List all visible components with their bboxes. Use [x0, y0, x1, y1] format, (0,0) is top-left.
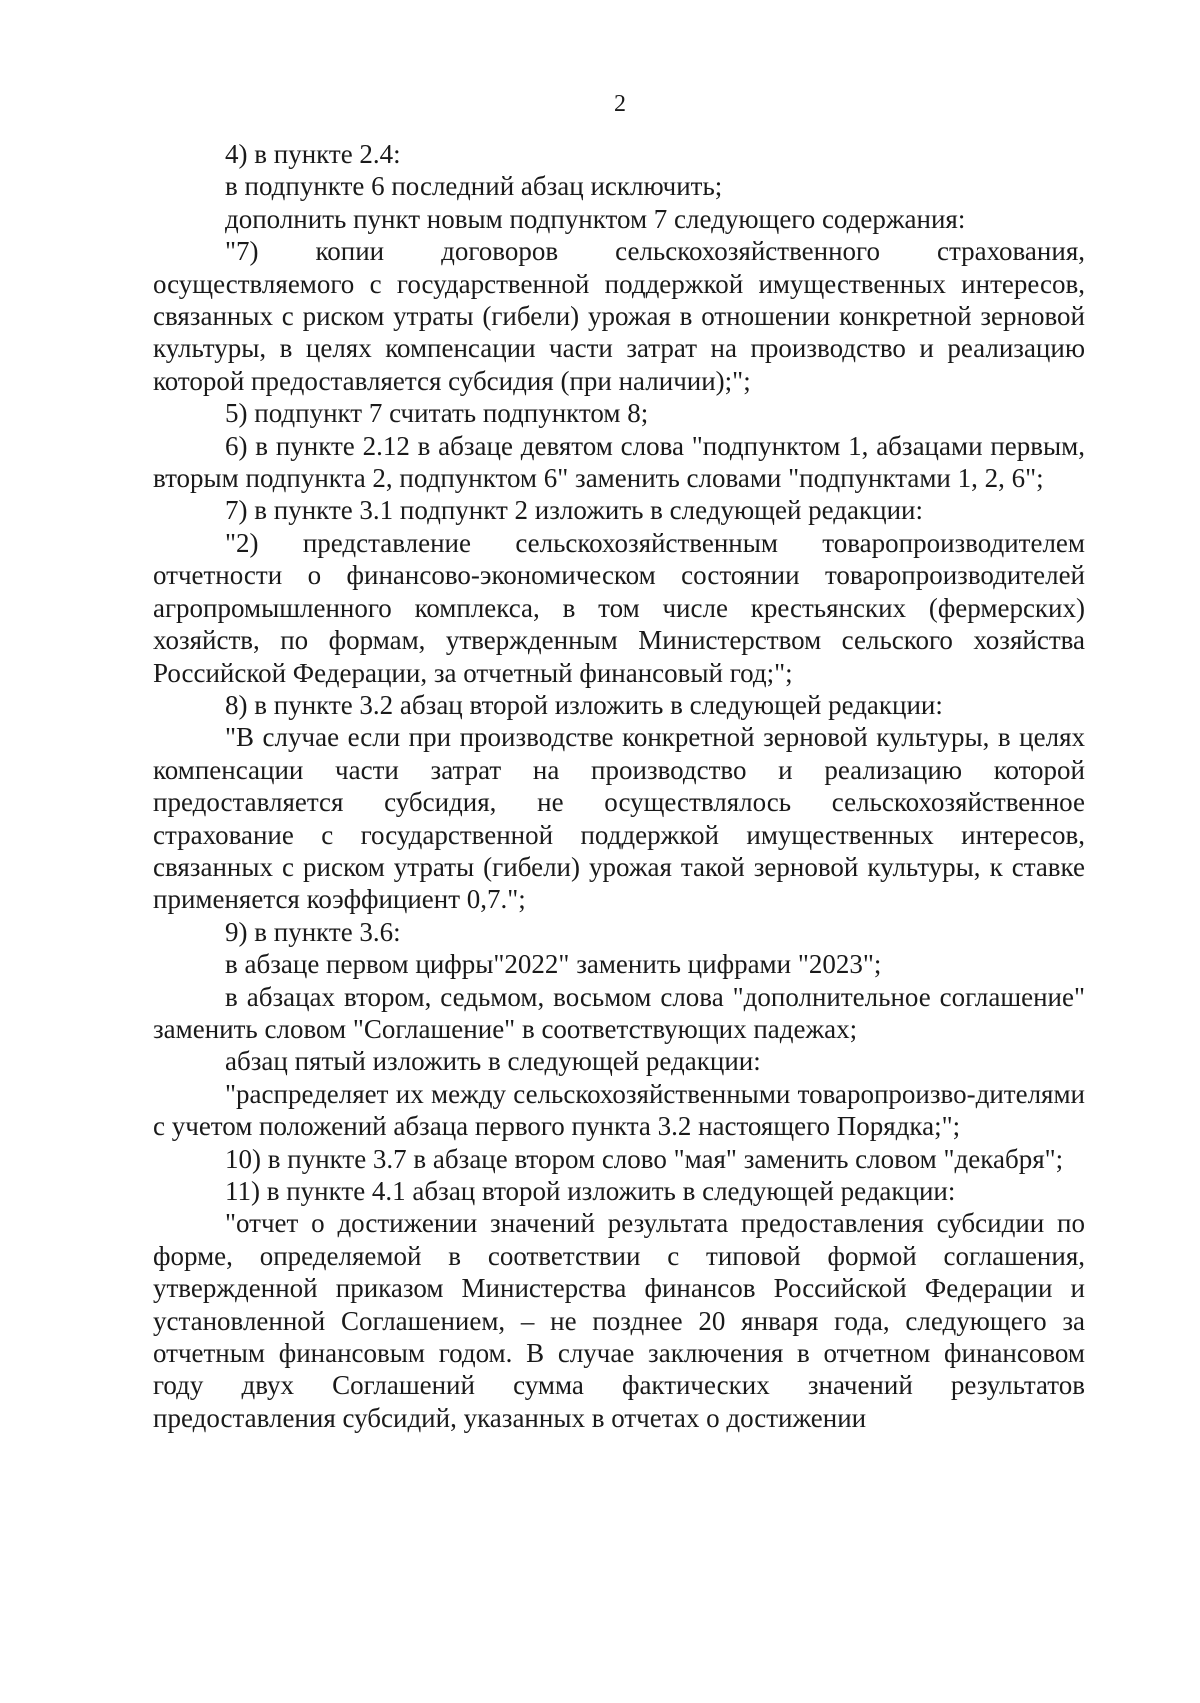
paragraph-fifth-abzac: абзац пятый изложить в следующей редакции:: [225, 1046, 761, 1077]
paragraph-quote-report: "отчет о достижении значений результата предоставления субсидии по форме, определяемой в соответствии с типовой формой соглашения, утвержденной приказом Министерства финансов Российской Федерации и установленной Соглашением, – не позднее 20 января года, следующего за отчетным финансовым годом. В случае заключения в отчетном финансовом году двух Соглашений сумма фактических значений результатов предоставления субсидий, указанных в отчетах о достижении: [153, 1208, 1085, 1433]
paragraph-item-11: 11) в пункте 4.1 абзац второй изложить в следующей редакции:: [225, 1176, 956, 1206]
paragraph-quote-distribute: "распределяет их между сельскохозяйственными товаропроизво-дителями с учетом положений абзаца первого пункта 3.2 настоящего Порядка;";: [153, 1078, 1085, 1142]
paragraph-quote-coefficient: "В случае если при производстве конкретной зерновой культуры, в целях компенсации части затрат на производство и реализацию которой предоставляется субсидия, не осуществлялось сельскохозяйственное страхование с государственной поддержкой имущественных интересов, связанных с риском утраты (гибели) урожая такой зерновой культуры, к ставке применяется коэффициент 0,7.";: [153, 722, 1085, 915]
document-body: [153, 138, 1085, 1434]
paragraph-subitem-6-exclude: в подпункте 6 последний абзац исключить;: [225, 171, 723, 202]
paragraph-add-subitem-7: дополнить пункт новым подпунктом 7 следующего содержания:: [225, 203, 966, 234]
page-number: 2: [614, 91, 626, 117]
paragraph-quote-subitem-2: "2) представление сельскохозяйственным товаропроизводителем отчетности о финансово-экономическом состоянии товаропроизводителей агропромышленного комплекса, в том числе крестьянских (фермерских) хозяйств, по формам, утвержденным Министерством сельского хозяйства Российской Федерации, за отчетный финансовый год;";: [153, 527, 1085, 688]
paragraph-item-8: 8) в пункте 3.2 абзац второй изложить в следующей редакции:: [225, 689, 943, 720]
paragraph-replace-agreement: в абзацах втором, седьмом, восьмом слова "дополнительное соглашение" заменить словом "Соглашение" в соответствующих падежах;: [153, 981, 1085, 1044]
paragraph-item-9: 9) в пункте 3.6:: [225, 916, 401, 947]
paragraph-item-7: 7) в пункте 3.1 подпункт 2 изложить в следующей редакции:: [225, 495, 923, 526]
paragraph-item-4: 4) в пункте 2.4:: [225, 139, 401, 169]
paragraph-replace-year: в абзаце первом цифры"2022" заменить цифрами "2023";: [225, 949, 882, 980]
paragraph-item-6: 6) в пункте 2.12 в абзаце девятом слова "подпунктом 1, абзацами первым, вторым подпункта 2, подпунктом 6" заменить словами "подпунктами 1, 2, 6";: [153, 430, 1085, 494]
paragraph-quote-subitem-7: "7) копии договоров сельскохозяйственного страхования, осуществляемого с государственной поддержкой имущественных интересов, связанных с риском утраты (гибели) урожая в отношении конкретной зерновой культуры, в целях компенсации части затрат на производство и реализацию которой предоставляется субсидия (при наличии);";: [153, 236, 1085, 396]
paragraph-item-5: 5) подпункт 7 считать подпунктом 8;: [225, 398, 649, 429]
paragraph-item-10: 10) в пункте 3.7 в абзаце втором слово "мая" заменить словом "декабря";: [225, 1143, 1064, 1174]
